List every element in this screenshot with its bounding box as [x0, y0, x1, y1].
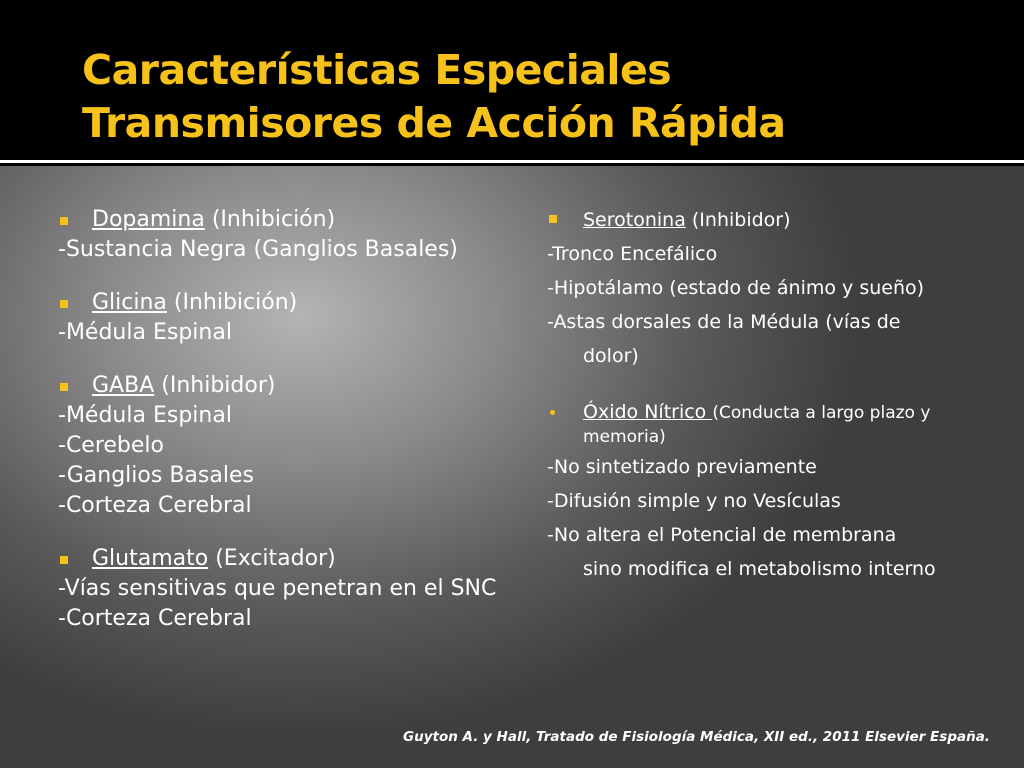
list-item-glutamato: [58, 544, 558, 634]
transmitter-effect: (Inhibición): [166, 290, 298, 315]
location-line-continuation: dolor): [583, 345, 639, 367]
list-item-serotonina: [547, 203, 1017, 373]
location-line: -Corteza Cerebral: [58, 606, 252, 631]
location-line: -Cerebelo: [58, 433, 165, 458]
slide-title: [82, 44, 786, 150]
transmitter-name: Serotonina: [583, 209, 686, 231]
item-heading: [547, 395, 1017, 430]
location-line: -Hipotálamo (estado de ánimo y sueño): [547, 277, 925, 299]
location-line: -Vías sensitivas que penetran en el SNC: [58, 576, 497, 601]
transmitter-effect: (Excitador): [208, 546, 336, 571]
transmitter-name: Glutamato: [92, 546, 209, 571]
transmitter-name: Glicina: [92, 290, 167, 315]
citation: Guyton A. y Hall, Tratado de Fisiología Médica, XII ed., 2011 Elsevier España.: [403, 729, 990, 745]
property-line: -Difusión simple y no Vesículas: [547, 490, 841, 512]
item-heading: [58, 544, 558, 574]
left-column: [58, 205, 558, 657]
property-line: -No altera el Potencial de membrana: [547, 524, 897, 546]
property-line-continuation: sino modifica el metabolismo interno: [583, 558, 936, 580]
square-bullet-icon: [549, 215, 557, 223]
location-line: -Médula Espinal: [58, 403, 232, 428]
transmitter-effect: (Inhibición): [204, 207, 336, 232]
round-bullet-icon: [550, 410, 555, 415]
transmitter-effect-continuation: memoria): [583, 427, 666, 447]
slide-title-line2: Transmisores de Acción Rápida: [82, 99, 786, 147]
transmitter-effect: (Conducta a largo plazo y: [712, 403, 931, 423]
square-bullet-icon: [60, 300, 68, 308]
list-item-oxido-nitrico: [547, 395, 1017, 586]
location-line: -Astas dorsales de la Médula (vías de: [547, 311, 901, 333]
location-line: -Médula Espinal: [58, 320, 232, 345]
square-bullet-icon: [60, 556, 68, 564]
slide-header: [0, 0, 1024, 160]
location-line: -Ganglios Basales: [58, 463, 254, 488]
transmitter-name: Óxido Nítrico: [583, 401, 713, 423]
list-item-glicina: [58, 288, 558, 348]
square-bullet-icon: [60, 217, 68, 225]
list-item-dopamina: [58, 205, 558, 265]
transmitter-effect: (Inhibidor): [154, 373, 276, 398]
property-line: -No sintetizado previamente: [547, 456, 817, 478]
item-heading: [58, 371, 558, 401]
right-column: [547, 203, 1017, 608]
location-line: -Tronco Encefálico: [547, 243, 718, 265]
item-heading: [58, 205, 558, 235]
list-item-gaba: [58, 371, 558, 521]
location-line: -Corteza Cerebral: [58, 493, 252, 518]
transmitter-name: GABA: [92, 373, 155, 398]
square-bullet-icon: [60, 383, 68, 391]
location-line: -Sustancia Negra (Ganglios Basales): [58, 237, 458, 262]
transmitter-effect: (Inhibidor): [685, 209, 791, 231]
item-heading: [58, 288, 558, 318]
item-heading: [547, 203, 1017, 237]
slide-title-line1: Características Especiales: [82, 46, 672, 94]
transmitter-name: Dopamina: [92, 207, 205, 232]
